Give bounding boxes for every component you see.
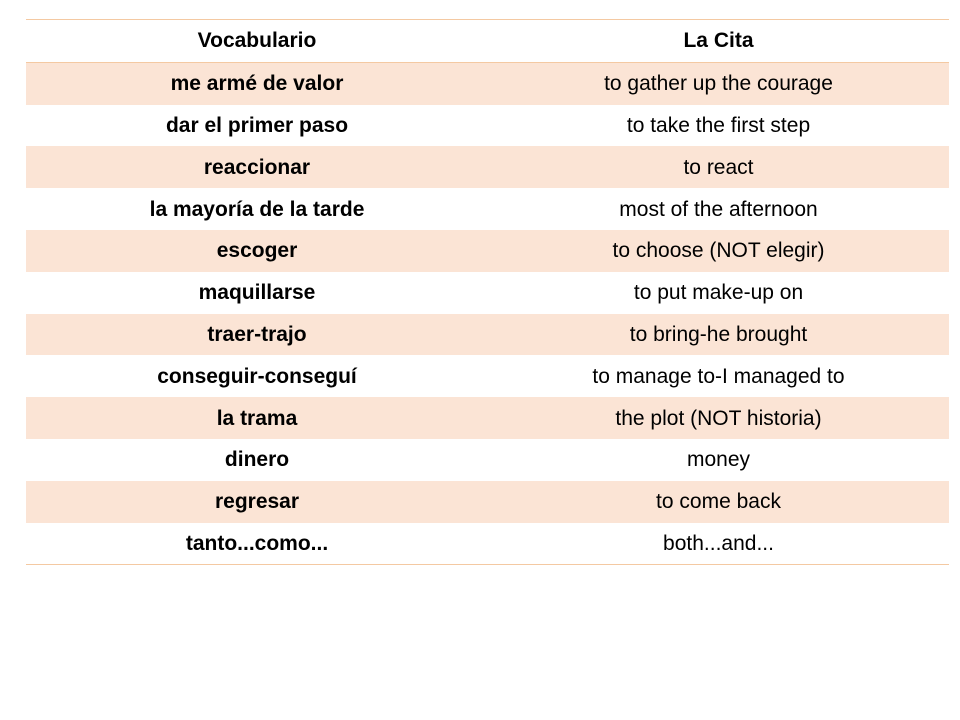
table-row (26, 314, 949, 356)
spanish-term: la mayoría de la tarde (149, 197, 365, 221)
english-meaning: to take the first step (626, 113, 811, 137)
spanish-term: maquillarse (198, 281, 316, 305)
vocabulary-table (26, 19, 949, 565)
english-meaning: to gather up the courage (604, 72, 833, 96)
english-meaning: to react (683, 155, 754, 179)
spanish-term: me armé de valor (170, 72, 344, 96)
table-row (26, 397, 949, 439)
table-row (26, 439, 949, 481)
english-meaning: to manage to-I managed to (592, 364, 845, 388)
spanish-term: regresar (214, 490, 300, 514)
spanish-term: la trama (216, 406, 298, 430)
spanish-term: dinero (224, 448, 290, 472)
table-row (26, 481, 949, 523)
table-row (26, 105, 949, 147)
header-la-cita: La Cita (488, 20, 949, 63)
table-row (26, 188, 949, 230)
table-row (26, 523, 949, 565)
spanish-term: traer-trajo (207, 322, 307, 346)
spanish-term: conseguir-conseguí (157, 364, 357, 388)
header-vocabulario: Vocabulario (26, 20, 488, 63)
english-meaning: to choose (NOT elegir) (612, 239, 825, 263)
english-meaning: to come back (656, 490, 781, 514)
english-meaning: most of the afternoon (619, 197, 818, 221)
spanish-term: escoger (216, 239, 298, 263)
table-row (26, 62, 949, 104)
english-meaning: the plot (NOT historia) (615, 406, 822, 430)
spanish-term: dar el primer paso (165, 113, 349, 137)
header-row (26, 20, 949, 63)
english-meaning: both...and... (663, 531, 774, 555)
table-row (26, 230, 949, 272)
table-row (26, 355, 949, 397)
english-meaning: to put make-up on (633, 281, 804, 305)
english-meaning: to bring-he brought (629, 322, 808, 346)
spanish-term: tanto...como... (185, 531, 329, 555)
table-row (26, 146, 949, 188)
table-row (26, 272, 949, 314)
english-meaning: money (686, 448, 751, 472)
spanish-term: reaccionar (203, 155, 311, 179)
